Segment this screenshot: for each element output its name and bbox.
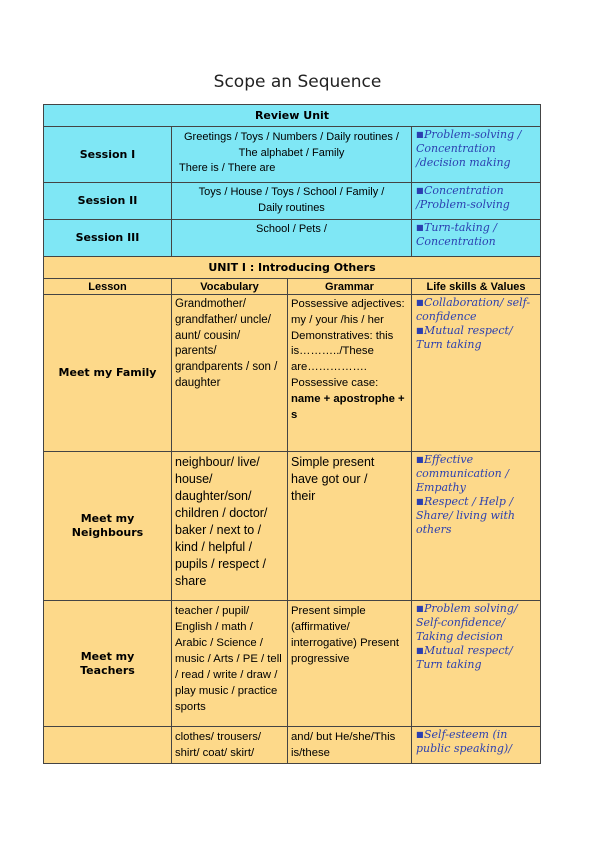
session-skills: [412, 220, 541, 257]
review-unit-heading: Review Unit: [44, 105, 541, 127]
bullet-icon: ■: [416, 604, 424, 613]
grammar-text: and/ but He/she/This is/these: [291, 731, 396, 759]
scope-sequence-table: [43, 104, 541, 764]
vocabulary-cell: teacher / pupil/ English / math / Arabic / Science / music / Arts / PE / tell / read / write / draw / play music / practice sports: [172, 601, 288, 727]
review-unit-header-row: [44, 105, 541, 127]
col-header-grammar: Grammar: [288, 279, 412, 295]
session-row: [44, 127, 541, 183]
lesson-row: [44, 295, 541, 452]
skill-item: ■Concentration /Problem-solving: [416, 184, 510, 211]
skill-item: ■Problem solving/ Self-confidence/ Taking decision: [416, 602, 518, 643]
bullet-icon: ■: [416, 646, 424, 655]
vocabulary-cell: clothes/ trousers/ shirt/ coat/ skirt/: [172, 727, 288, 764]
skill-item: ■Effective communication / Empathy: [416, 453, 509, 494]
session-name: Session II: [44, 183, 172, 220]
lesson-row: [44, 727, 541, 764]
skill-item: ■Turn-taking / Concentration: [416, 221, 497, 248]
grammar-bold-text: name + apostrophe + s: [291, 392, 405, 421]
session-name: Session I: [44, 127, 172, 183]
unit-header-row: [44, 257, 541, 279]
grammar-text: Possessive adjectives: my / your /his / her Demonstratives: this is………../These are……………. Possessive case:: [291, 298, 405, 389]
grammar-text: Simple present have got our / their: [291, 455, 375, 503]
lesson-name: Meet my Family: [44, 295, 172, 452]
grammar-cell: [288, 295, 412, 452]
skill-item: ■Mutual respect/ Turn taking: [416, 324, 513, 351]
col-header-lesson: Lesson: [44, 279, 172, 295]
lesson-skills: [412, 727, 541, 764]
session-skills: [412, 183, 541, 220]
bullet-icon: ■: [416, 223, 424, 232]
col-header-skills: Life skills & Values: [412, 279, 541, 295]
lesson-row: [44, 601, 541, 727]
col-header-vocabulary: Vocabulary: [172, 279, 288, 295]
vocabulary-cell: neighbour/ live/ house/ daughter/son/ children / doctor/ baker / next to / kind / helpful / pupils / respect / share: [172, 452, 288, 601]
lesson-skills: [412, 601, 541, 727]
bullet-icon: ■: [416, 186, 424, 195]
skill-item: ■Mutual respect/ Turn taking: [416, 644, 513, 671]
bullet-icon: ■: [416, 497, 424, 506]
session-content-text: Toys / House / Toys / School / Family / Daily routines: [198, 186, 385, 214]
session-skills: [412, 127, 541, 183]
grammar-cell: [288, 452, 412, 601]
unit-heading: UNIT I : Introducing Others: [44, 257, 541, 279]
session-content: [172, 220, 412, 257]
column-header-row: [44, 279, 541, 295]
bullet-icon: ■: [416, 455, 424, 464]
skill-item: ■Collaboration/ self-confidence: [416, 296, 531, 323]
session-content: [172, 183, 412, 220]
document-title: Scope an Sequence: [213, 72, 382, 92]
lesson-name: Meet my Teachers: [44, 601, 172, 727]
session-row: [44, 220, 541, 257]
lesson-row: [44, 452, 541, 601]
grammar-text: Present simple (affirmative/ interrogative) Present progressive: [291, 605, 399, 665]
session-row: [44, 183, 541, 220]
bullet-icon: ■: [416, 298, 424, 307]
lesson-skills: [412, 295, 541, 452]
session-content-text-2: There is / There are: [179, 162, 276, 174]
lesson-name: [44, 727, 172, 764]
lesson-skills: [412, 452, 541, 601]
bullet-icon: ■: [416, 326, 424, 335]
skill-item: ■Problem-solving / Concentration /decision making: [416, 128, 522, 169]
vocabulary-cell: Grandmother/ grandfather/ uncle/ aunt/ cousin/ parents/ grandparents / son / daughter: [172, 295, 288, 452]
grammar-cell: [288, 601, 412, 727]
bullet-icon: ■: [416, 130, 424, 139]
lesson-name: Meet my Neighbours: [44, 452, 172, 601]
session-content-text: School / Pets /: [256, 223, 327, 235]
bullet-icon: ■: [416, 730, 424, 739]
session-name: Session III: [44, 220, 172, 257]
skill-item: ■Self-esteem (in public speaking)/: [416, 728, 512, 755]
skill-item: ■Respect / Help / Share/ living with others: [416, 495, 515, 536]
session-content: [172, 127, 412, 183]
session-content-text: Greetings / Toys / Numbers / Daily routines / The alphabet / Family: [184, 131, 399, 159]
grammar-cell: [288, 727, 412, 764]
